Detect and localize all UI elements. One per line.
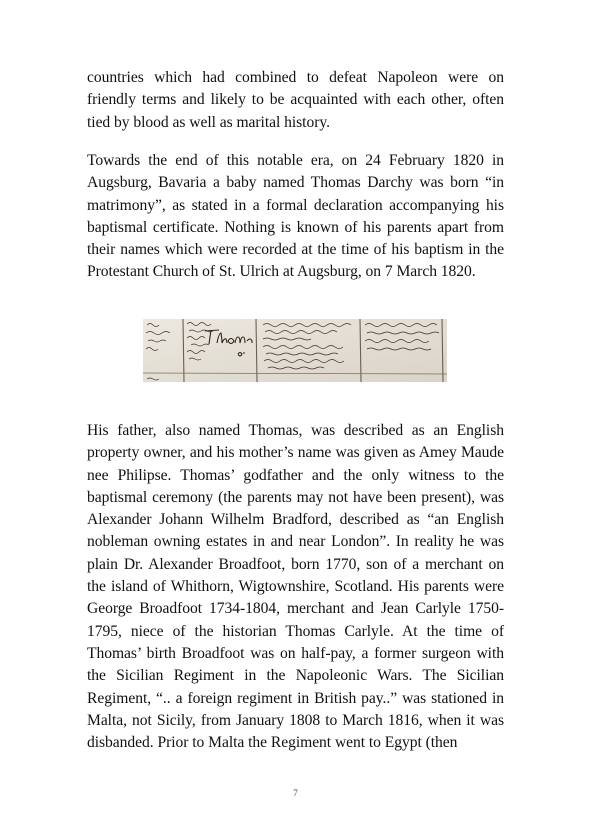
paragraph-2: Towards the end of this notable era, on 24 February 1820 in Augsburg, Bavaria a baby named Thomas Darchy was born “in matrimony”, as stated in a formal declaration accompanying his baptismal certificate. Nothing is known of his parents apart from their names which were recorded at the time of his baptism in the Protestant Church of St. Ulrich at Augsburg, on 7 March 1820. — [87, 152, 504, 281]
paragraph-3: His father, also named Thomas, was described as an English property owner, and his mother’s name was given as Amey Maude nee Philipse. Thomas’ godfather and the only witness to the baptismal ceremony (the parents may not have been present), was Alexander Johann Wilhelm Bradford, described as “an English nobleman owning estates in and near London”. In reality he was plain Dr. Alexander Broadfoot, born 1770, son of a merchant on the island of Whithorn, Wigtownshire, Scotland. His parents were George Broadfoot 1734-1804, merchant and Jean Carlyle 1750-1795, niece of the historian Thomas Carlyle. At the time of Thomas’ birth Broadfoot was on half-pay, a former surgeon with the Sicilian Regiment in the Napoleonic Wars. The Sicilian Regiment, “.. a foreign regiment in British pay..” was stationed in Malta, not Sicily, from January 1808 to March 1816, when it was disbanded. Prior to Malta the Regiment went to Egypt (then — [87, 422, 504, 752]
page-number: 7 — [293, 788, 298, 798]
paragraph-1: countries which had combined to defeat Napoleon were on friendly terms and likely to be acquainted with each other, often tied by blood as well as marital history. — [87, 69, 504, 131]
baptismal-record-image — [143, 319, 447, 382]
